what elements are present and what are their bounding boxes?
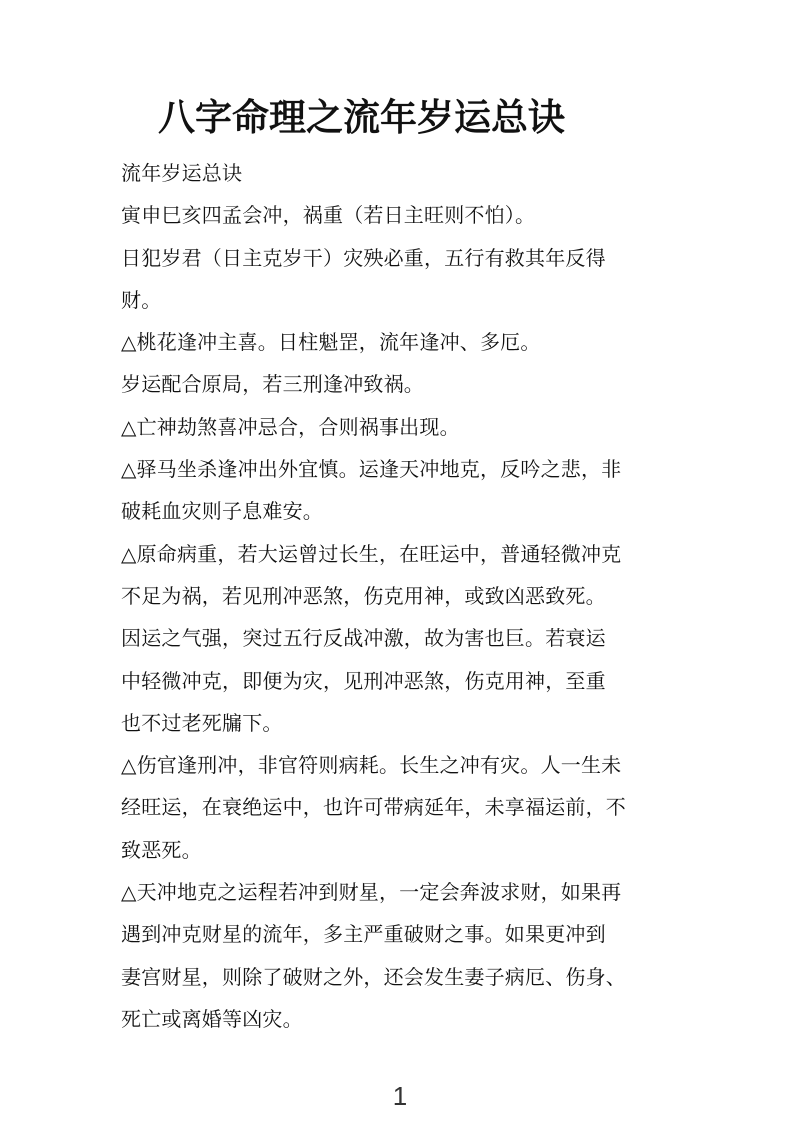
text-line: 不足为祸，若见刑冲恶煞，伤克用神，或致凶恶致死。 [121, 583, 606, 608]
text-line: 流年岁运总诀 [121, 161, 243, 185]
text-line: 因运之气强，突过五行反战冲激，故为害也巨。若衰运 [121, 626, 606, 651]
text-line: △伤官逢刑冲，非官符则病耗。长生之冲有灾。人一生未 [121, 753, 622, 778]
page-title: 八字命理之流年岁运总诀 [158, 96, 565, 139]
text-line: 日犯岁君（日主克岁干）灾殃必重，五行有救其年反得 [121, 245, 606, 270]
text-line: 遇到冲克财星的流年，多主严重破财之事。如果更冲到 [121, 922, 606, 947]
body-text [121, 152, 691, 1040]
text-line: 也不过老死牖下。 [121, 710, 283, 735]
text-line: △桃花逢冲主喜。日柱魁罡，流年逢冲、多厄。 [121, 330, 541, 355]
text-line: 寅申巳亥四孟会冲，祸重（若日主旺则不怕）。 [121, 203, 536, 228]
page-number: 1 [392, 1081, 408, 1111]
text-line: △驿马坐杀逢冲出外宜慎。运逢天冲地克，反吟之悲，非 [121, 457, 622, 482]
text-line: △天冲地克之运程若冲到财星，一定会奔波求财，如果再 [121, 880, 622, 905]
text-line: 经旺运，在衰绝运中，也许可带病延年，未享福运前，不 [121, 795, 626, 820]
text-line: △原命病重，若大运曾过长生，在旺运中，普通轻微冲克 [121, 541, 622, 566]
text-line: 破耗血灾则子息难安。 [121, 499, 323, 524]
text-line: 妻宫财星，则除了破财之外，还会发生妻子病厄、伤身、 [121, 964, 626, 989]
text-line: 致恶死。 [121, 837, 202, 862]
text-line: △亡神劫煞喜冲忌合，合则祸事出现。 [121, 414, 460, 439]
text-line: 财。 [121, 287, 162, 312]
text-line: 岁运配合原局，若三刑逢冲致祸。 [121, 372, 424, 397]
text-line: 死亡或离婚等凶灾。 [121, 1006, 303, 1031]
text-line: 中轻微冲克，即便为灾，见刑冲恶煞，伤克用神，至重 [121, 668, 606, 693]
